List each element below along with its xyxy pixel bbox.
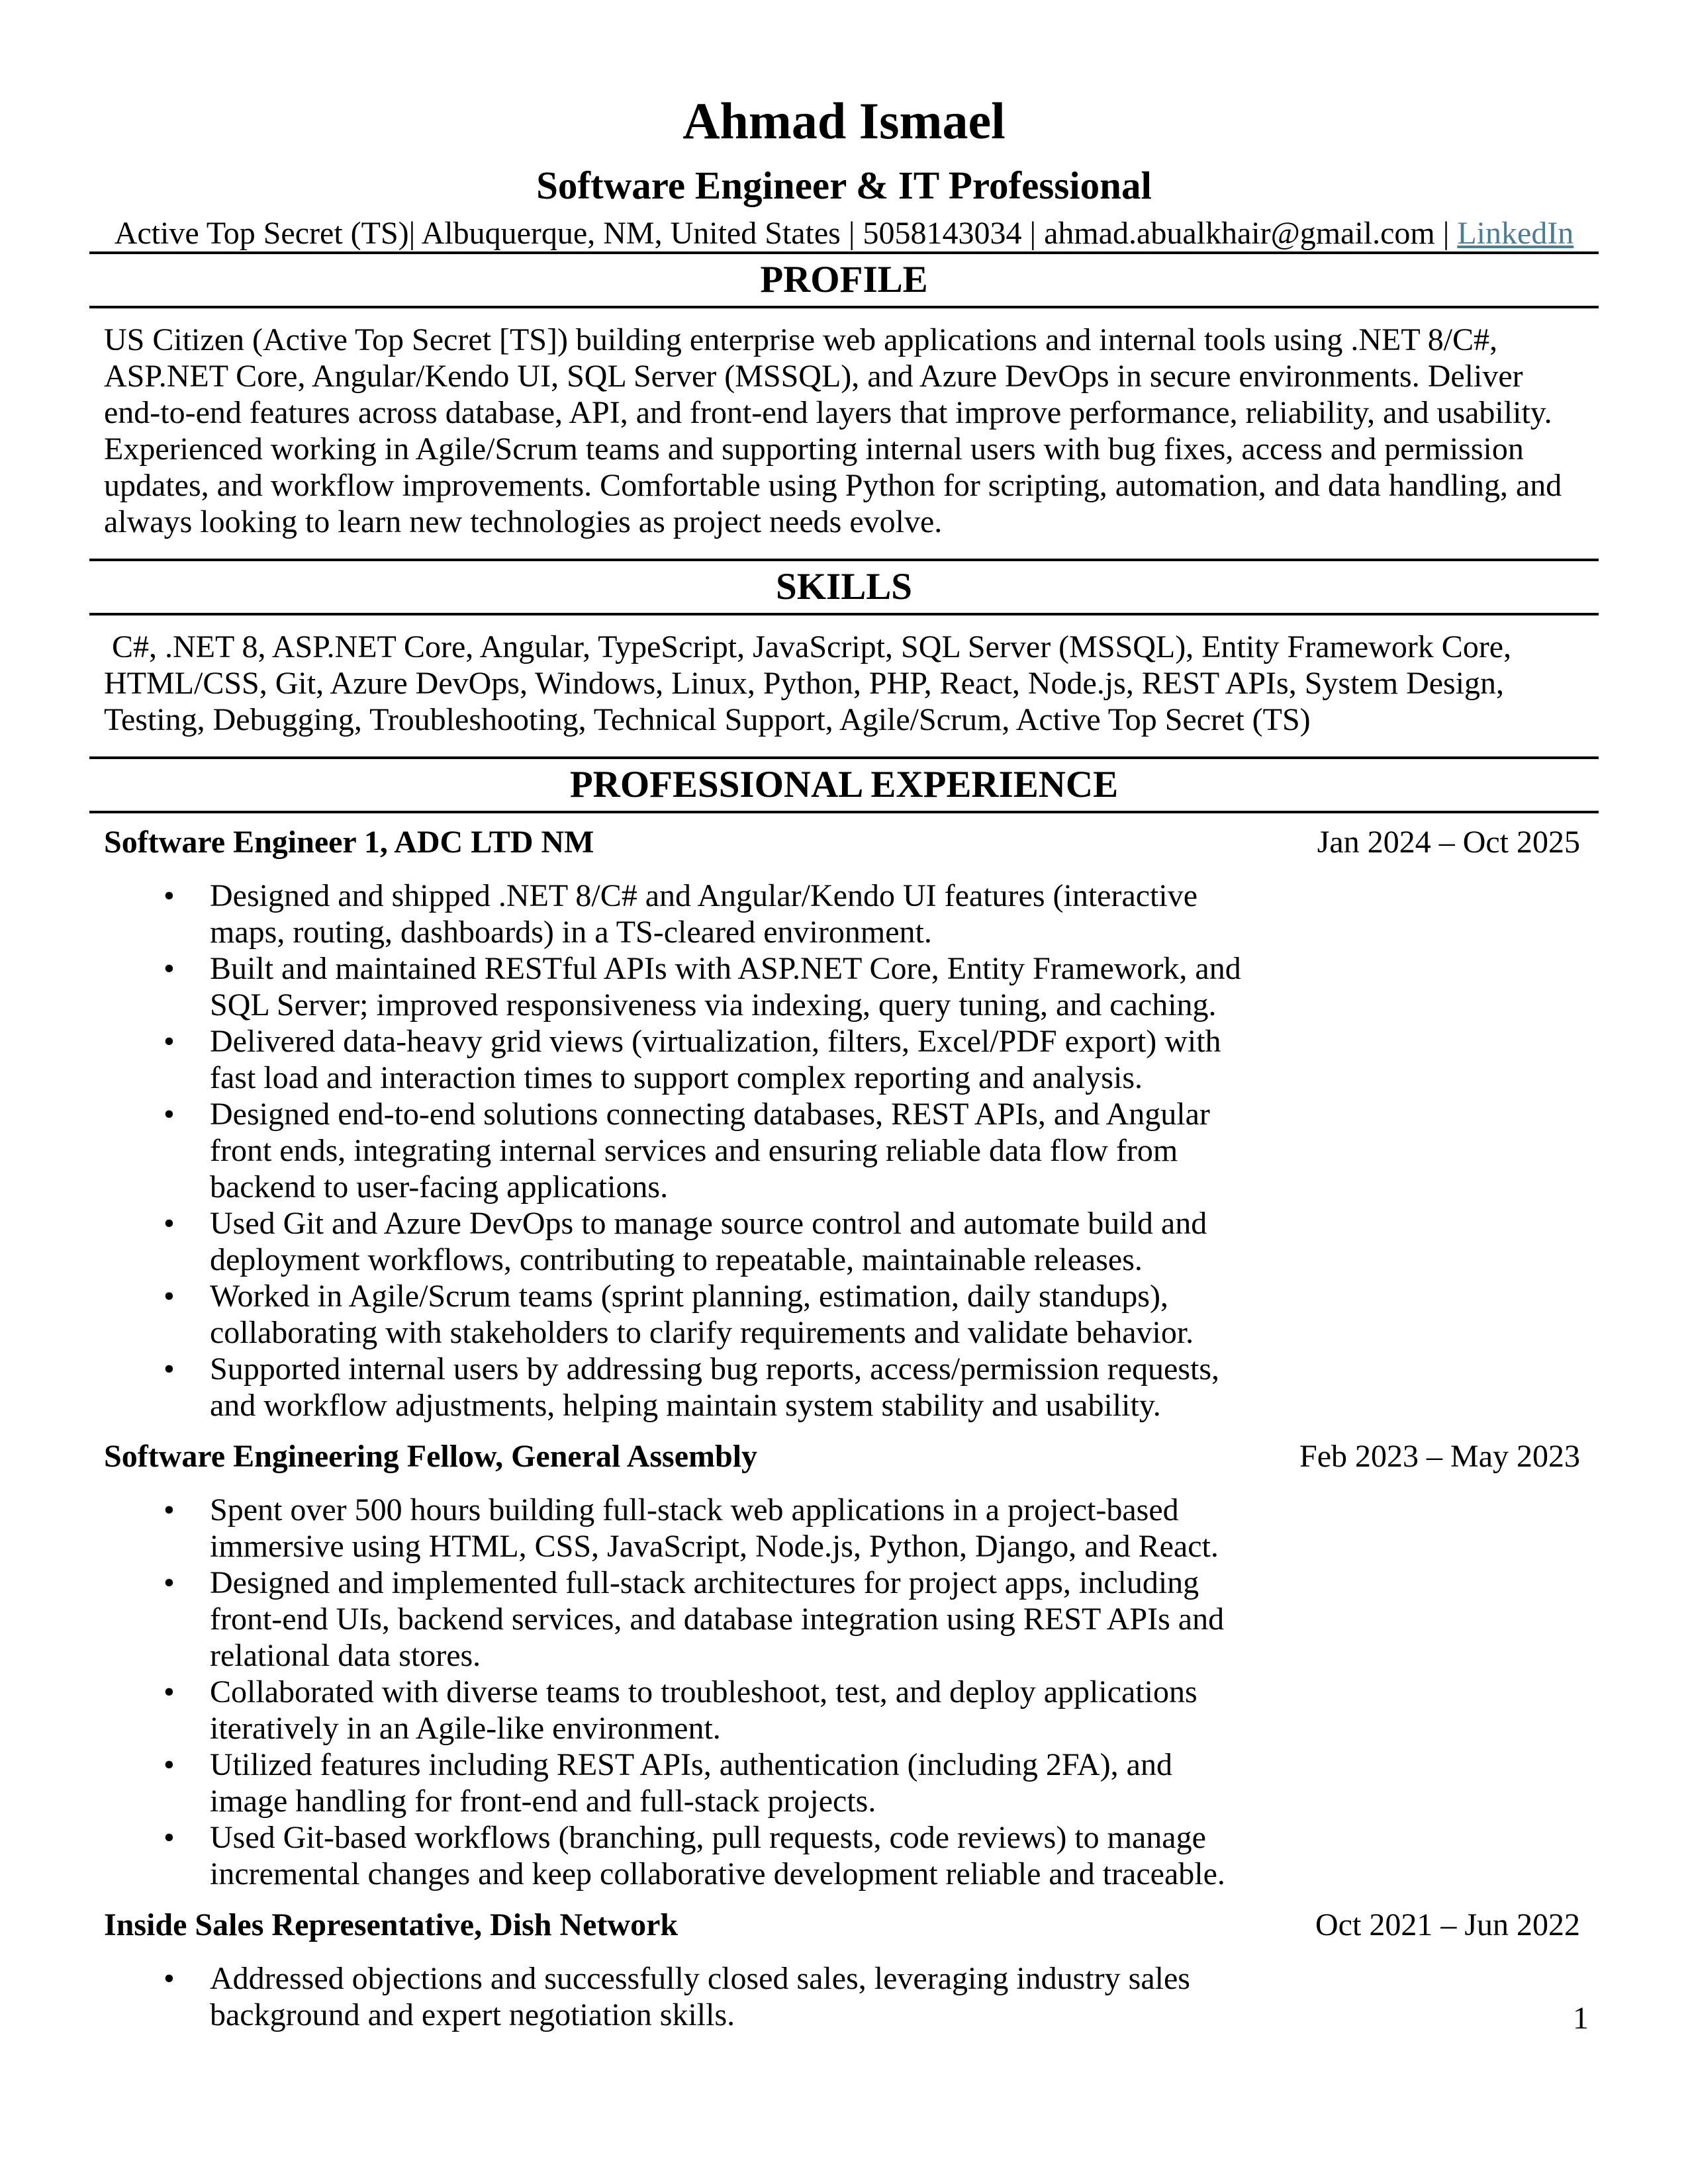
job-bullet: • Built and maintained RESTful APIs with ASP.NET Core, Entity Framework, and SQL Server; improved responsiveness via indexing, query tuning, and caching. xyxy=(164,950,1249,1023)
job-bullet: • Designed and implemented full-stack architectures for project apps, including front-end UIs, backend services, and database integration using REST APIs and relational data stores. xyxy=(164,1565,1249,1674)
linkedin-link[interactable]: LinkedIn xyxy=(1457,216,1574,251)
job-bullet: • Designed end-to-end solutions connecting databases, REST APIs, and Angular front ends, integrating internal services and ensuring reliable data flow from backend to user-facing applications. xyxy=(164,1096,1249,1205)
contact-separator: | xyxy=(408,216,422,251)
job-entry xyxy=(89,824,1599,1424)
job-dates: Feb 2023 – May 2023 xyxy=(1299,1439,1580,1474)
job-bullet-list xyxy=(89,1492,1599,1892)
phone-text: 5058143034 xyxy=(863,216,1022,251)
candidate-name: Ahmad Ismael xyxy=(682,92,1006,150)
candidate-title: Software Engineer & IT Professional xyxy=(536,163,1152,207)
job-bullet: • Collaborated with diverse teams to troubleshoot, test, and deploy applications iteratively in an Agile-like environment. xyxy=(164,1674,1249,1747)
job-title: Software Engineer 1, ADC LTD NM xyxy=(104,825,594,860)
clearance-text: Active Top Secret (TS) xyxy=(114,216,409,251)
job-entry xyxy=(89,1907,1599,2033)
job-bullet: • Designed and shipped .NET 8/C# and Angular/Kendo UI features (interactive maps, routing, dashboards) in a TS-cleared environment. xyxy=(164,878,1249,950)
skills-paragraph: C#, .NET 8, ASP.NET Core, Angular, TypeScript, JavaScript, SQL Server (MSSQL), Entity Framework Core, HTML/CSS, Git, Azure DevOps, Windows, Linux, Python, PHP, React, Node.js, REST APIs, System Design, Testing, Debugging, Troubleshooting, Technical Support, Agile/Scrum, Active Top Secret (TS) xyxy=(104,629,1520,737)
page-number: 1 xyxy=(1573,2001,1589,2036)
job-entry xyxy=(89,1438,1599,1892)
job-bullet: • Supported internal users by addressing bug reports, access/permission requests, and workflow adjustments, helping maintain system stability and usability. xyxy=(164,1351,1249,1424)
job-header xyxy=(89,824,1599,860)
contact-separator: | xyxy=(840,216,863,251)
contact-separator: | xyxy=(1021,216,1045,251)
section-experience xyxy=(89,756,1599,2033)
job-bullet: • Used Git and Azure DevOps to manage source control and automate build and deployment workflows, contributing to repeatable, maintainable releases. xyxy=(164,1205,1249,1278)
job-bullet: • Used Git-based workflows (branching, pull requests, code reviews) to manage incremental changes and keep collaborative development reliable and traceable. xyxy=(164,1819,1249,1892)
job-bullet-list xyxy=(89,878,1599,1424)
job-bullet: • Spent over 500 hours building full-stack web applications in a project-based immersive using HTML, CSS, JavaScript, Node.js, Python, Django, and React. xyxy=(164,1492,1249,1565)
job-bullet-list xyxy=(89,1960,1599,2033)
resume-content xyxy=(89,0,1599,2033)
contact-separator: | xyxy=(1434,216,1458,251)
experience-body xyxy=(89,813,1599,2033)
job-header xyxy=(89,1907,1599,1943)
job-dates: Oct 2021 – Jun 2022 xyxy=(1315,1907,1580,1942)
email-text: ahmad.abualkhair@gmail.com xyxy=(1044,216,1435,251)
job-bullet: • Delivered data-heavy grid views (virtualization, filters, Excel/PDF export) with fast load and interaction times to support complex reporting and analysis. xyxy=(164,1023,1249,1096)
job-bullet: • Utilized features including REST APIs, authentication (including 2FA), and image handling for front-end and full-stack projects. xyxy=(164,1747,1249,1819)
job-bullet: • Addressed objections and successfully closed sales, leveraging industry sales background and expert negotiation skills. xyxy=(164,1960,1249,2033)
location-text: Albuquerque, NM, United States xyxy=(421,216,841,251)
section-skills xyxy=(89,559,1599,756)
job-title: Inside Sales Representative, Dish Network xyxy=(104,1907,679,1942)
contact-line xyxy=(89,215,1599,251)
profile-heading: PROFILE xyxy=(89,251,1599,308)
job-bullet: • Worked in Agile/Scrum teams (sprint planning, estimation, daily standups), collaborating with stakeholders to clarify requirements and validate behavior. xyxy=(164,1278,1249,1351)
job-dates: Jan 2024 – Oct 2025 xyxy=(1317,825,1580,860)
job-header xyxy=(89,1438,1599,1475)
experience-heading: PROFESSIONAL EXPERIENCE xyxy=(89,756,1599,813)
job-title: Software Engineering Fellow, General Assembly xyxy=(104,1439,758,1474)
profile-paragraph: US Citizen (Active Top Secret [TS]) building enterprise web applications and internal tools using .NET 8/C#, ASP.NET Core, Angular/Kendo UI, SQL Server (MSSQL), and Azure DevOps in secure environments. Deliver end-to-end features across database, API, and front-end layers that improve performance, reliability, and usability. Experienced working in Agile/Scrum teams and supporting internal users with bug fixes, access and permission updates, and workflow improvements. Comfortable using Python for scripting, automation, and data handling, and always looking to learn new technologies as project needs evolve. xyxy=(104,322,1562,539)
skills-heading: SKILLS xyxy=(89,559,1599,615)
section-profile xyxy=(89,251,1599,559)
